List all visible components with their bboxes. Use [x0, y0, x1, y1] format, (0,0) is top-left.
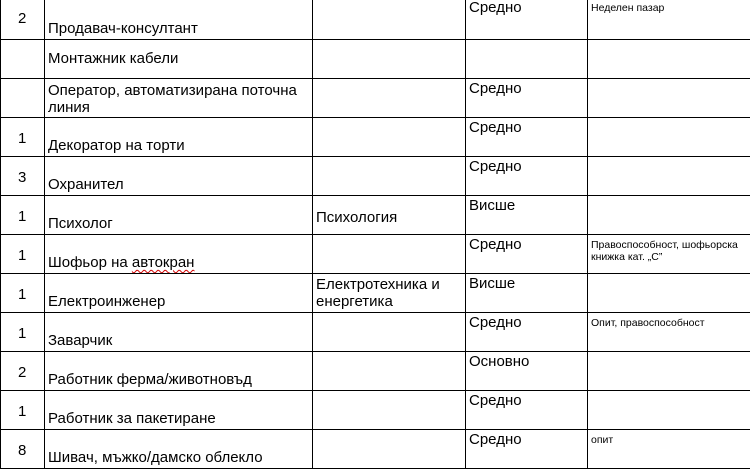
vacancy-count: 2	[18, 10, 27, 27]
count-cell	[1, 0, 45, 40]
requirements-cell	[588, 391, 750, 430]
specialty-cell	[313, 0, 466, 40]
position-cell	[45, 40, 313, 79]
education-level: Висше	[469, 275, 516, 292]
position-name: Оператор, автоматизирана поточна линия	[48, 82, 297, 116]
count-cell	[1, 79, 45, 118]
count-cell	[1, 118, 45, 157]
education-cell	[466, 274, 588, 313]
count-cell	[1, 391, 45, 430]
requirements: опит	[591, 434, 614, 446]
position-name: Електроинженер	[48, 293, 166, 310]
vacancy-count: 1	[18, 286, 27, 303]
specialty-cell	[313, 79, 466, 118]
education-cell	[466, 0, 588, 40]
table-row	[1, 118, 750, 157]
requirements-cell	[588, 157, 750, 196]
position-cell	[45, 157, 313, 196]
education-cell	[466, 118, 588, 157]
specialty-cell	[313, 40, 466, 79]
requirements-cell	[588, 274, 750, 313]
education-cell	[466, 196, 588, 235]
vacancy-count: 1	[18, 403, 27, 420]
table-row	[1, 430, 750, 469]
position-name: Монтажник кабели	[48, 50, 179, 67]
count-cell	[1, 430, 45, 469]
education-level: Средно	[469, 80, 522, 97]
education-level: Средно	[469, 314, 522, 331]
specialty-cell	[313, 352, 466, 391]
specialty-cell	[313, 313, 466, 352]
education-level: Средно	[469, 158, 522, 175]
table-row	[1, 391, 750, 430]
position-name	[48, 254, 308, 271]
table-row	[1, 40, 750, 79]
vacancy-count: 1	[18, 130, 27, 147]
requirements: Опит, правоспособност	[591, 317, 705, 329]
position-name: Работник ферма/животновъд	[48, 371, 252, 388]
position-name: Декоратор на торти	[48, 137, 185, 154]
education-cell	[466, 40, 588, 79]
education-cell	[466, 79, 588, 118]
spellcheck-flagged-word: автокран	[131, 254, 195, 271]
requirements-cell	[588, 118, 750, 157]
position-cell	[45, 196, 313, 235]
position-cell	[45, 0, 313, 40]
position-cell	[45, 79, 313, 118]
position-name: Шивач, мъжко/дамско облекло	[48, 449, 263, 466]
count-cell	[1, 157, 45, 196]
education-cell	[466, 313, 588, 352]
specialty-cell	[313, 118, 466, 157]
position-name: Психолог	[48, 215, 113, 232]
position-name-text: Шофьор на	[48, 254, 132, 271]
count-cell	[1, 196, 45, 235]
education-cell	[466, 157, 588, 196]
education-cell	[466, 352, 588, 391]
education-level: Средно	[469, 119, 522, 136]
specialty-cell	[313, 157, 466, 196]
education-cell	[466, 235, 588, 274]
count-cell	[1, 274, 45, 313]
specialty-cell	[313, 235, 466, 274]
vacancy-count: 8	[18, 442, 27, 459]
table-row	[1, 235, 750, 274]
requirements: Правоспособност, шофьорска книжка кат. „С”	[591, 239, 738, 263]
education-level: Средно	[469, 0, 522, 16]
position-name: Охранител	[48, 176, 124, 193]
count-cell	[1, 313, 45, 352]
position-cell	[45, 274, 313, 313]
education-level: Основно	[469, 353, 530, 370]
position-cell	[45, 313, 313, 352]
vacancy-count: 1	[18, 208, 27, 225]
education-level: Средно	[469, 431, 522, 448]
vacancy-count: 2	[18, 364, 27, 381]
requirements-cell	[588, 0, 750, 40]
table-row	[1, 274, 750, 313]
education-level: Висше	[469, 197, 516, 214]
requirements-cell	[588, 313, 750, 352]
specialty-cell	[313, 196, 466, 235]
requirements-cell	[588, 235, 750, 274]
vacancy-count: 1	[18, 247, 27, 264]
requirements-cell	[588, 79, 750, 118]
specialty-cell	[313, 391, 466, 430]
position-cell	[45, 235, 313, 274]
table-row	[1, 352, 750, 391]
position-cell	[45, 352, 313, 391]
table-row	[1, 313, 750, 352]
specialty-cell	[313, 274, 466, 313]
education-cell	[466, 430, 588, 469]
requirements-cell	[588, 40, 750, 79]
requirements-cell	[588, 352, 750, 391]
count-cell	[1, 235, 45, 274]
count-cell	[1, 352, 45, 391]
requirements: Неделен пазар	[591, 2, 665, 14]
specialty: Психология	[316, 209, 398, 226]
position-cell	[45, 391, 313, 430]
position-name: Продавач-консултант	[48, 20, 198, 37]
table-row	[1, 0, 750, 40]
vacancy-count: 3	[18, 169, 27, 186]
count-cell	[1, 40, 45, 79]
vacancy-count: 1	[18, 325, 27, 342]
specialty-cell	[313, 430, 466, 469]
table-row	[1, 157, 750, 196]
position-cell	[45, 118, 313, 157]
education-cell	[466, 391, 588, 430]
specialty: Електротехника и енергетика	[316, 276, 440, 310]
position-cell	[45, 430, 313, 469]
table-row	[1, 79, 750, 118]
position-name: Работник за пакетиране	[48, 410, 216, 427]
table-row	[1, 196, 750, 235]
position-name: Заварчик	[48, 332, 113, 349]
education-level: Средно	[469, 236, 522, 253]
education-level: Средно	[469, 392, 522, 409]
requirements-cell	[588, 430, 750, 469]
requirements-cell	[588, 196, 750, 235]
